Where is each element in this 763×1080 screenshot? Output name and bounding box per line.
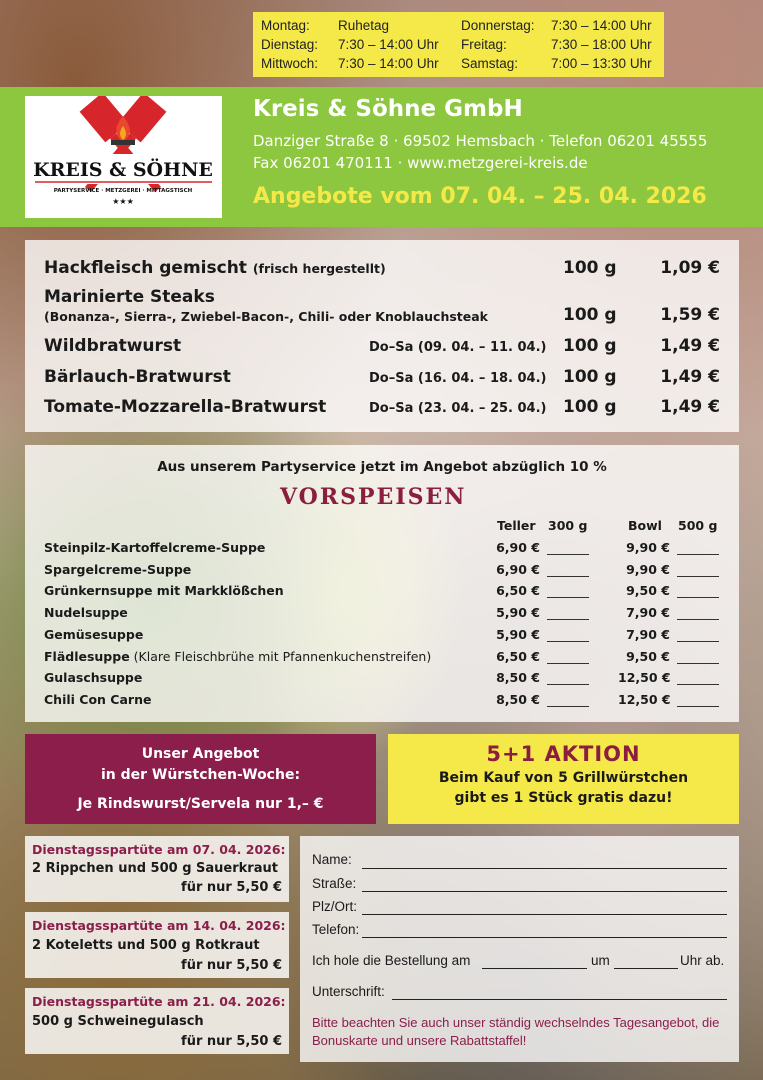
offer-name: Wildbratwurst <box>44 336 182 356</box>
party-heading: VORSPEISEN <box>280 484 467 510</box>
quantity-field-bowl[interactable] <box>677 641 719 642</box>
offer-note: (Bonanza-, Sierra-, Zwiebel-Bacon-, Chili- oder Knoblauchsteak <box>44 309 488 324</box>
street-field[interactable] <box>362 891 727 892</box>
hours-day: Dienstag: <box>261 37 319 52</box>
hours-time: 7:30 – 14:00 Uhr <box>338 37 439 52</box>
bag-text: 500 g Schweinegulasch <box>32 1014 204 1029</box>
soup-name: Grünkernsuppe mit Markklößchen <box>44 583 284 598</box>
offer-unit: 100 g <box>563 336 617 356</box>
soup-price-teller: 8,50 € <box>496 692 540 707</box>
quantity-field-teller[interactable] <box>547 641 589 642</box>
offer-name: Tomate-Mozzarella-Bratwurst <box>44 397 327 417</box>
offer-name: Hackfleisch gemischt (frisch hergestellt) <box>44 258 386 278</box>
notice-text: Bitte beachten Sie auch unser ständig wechselndes Tagesangebot, die Bonuskarte und unsere Rabattstaffel! <box>312 1015 720 1048</box>
soup-price-bowl: 12,50 € <box>618 670 671 685</box>
company-address: Danziger Straße 8 · 69502 Hemsbach · Telefon 06201 45555 <box>253 132 708 150</box>
quantity-field-teller[interactable] <box>547 554 589 555</box>
logo-subline: PARTYSERVICE · METZGEREI · MITTAGSTISCH <box>53 188 193 194</box>
logo-name: KREIS & SÖHNE <box>33 159 213 181</box>
soup-name: Steinpilz-Kartoffelcreme-Suppe <box>44 540 266 555</box>
soup-price-teller: 6,50 € <box>496 583 540 598</box>
sausage-week-box <box>25 734 376 824</box>
hours-time: 7:00 – 13:30 Uhr <box>551 56 652 71</box>
company-logo <box>25 96 222 218</box>
soup-price-bowl: 9,50 € <box>626 583 670 598</box>
offer-period: Angebote vom 07. 04. – 25. 04. 2026 <box>253 184 707 209</box>
name-field[interactable] <box>362 868 727 869</box>
signature-field[interactable] <box>392 999 727 1000</box>
offer-unit: 100 g <box>563 258 617 278</box>
party-intro: Aus unserem Partyservice jetzt im Angebot abzüglich 10 % <box>157 459 607 475</box>
hours-day: Samstag: <box>461 56 519 71</box>
promo-title: 5+1 AKTION <box>486 742 641 766</box>
soup-name: Flädlesuppe (Klare Fleischbrühe mit Pfannenkuchenstreifen) <box>44 649 432 664</box>
col-head-teller: Teller <box>497 518 536 533</box>
soup-price-bowl: 9,50 € <box>626 649 670 664</box>
street-label: Straße: <box>312 876 357 891</box>
quantity-field-teller[interactable] <box>547 684 589 685</box>
sausage-week-line: in der Würstchen-Woche: <box>100 767 301 783</box>
city-field[interactable] <box>362 914 727 915</box>
logo-stars: ★★★ <box>112 197 134 206</box>
hours-time: 7:30 – 14:00 Uhr <box>338 56 439 71</box>
bag-price: für nur 5,50 € <box>181 1034 282 1049</box>
col-head-bowl: Bowl <box>628 518 662 533</box>
hours-day: Freitag: <box>461 37 507 52</box>
soup-name: Nudelsuppe <box>44 605 128 620</box>
promo-line: Beim Kauf von 5 Grillwürstchen <box>438 770 689 786</box>
soup-price-teller: 5,90 € <box>496 605 540 620</box>
quantity-field-teller[interactable] <box>547 706 589 707</box>
company-name: Kreis & Söhne GmbH <box>253 96 523 122</box>
soup-price-bowl: 12,50 € <box>618 692 671 707</box>
pickup-label: Ich hole die Bestellung am <box>312 953 471 968</box>
offer-unit: 100 g <box>563 367 617 387</box>
sausage-week-line: Unser Angebot <box>141 746 260 762</box>
soup-price-teller: 5,90 € <box>496 627 540 642</box>
soup-name: Chili Con Carne <box>44 692 152 707</box>
offer-price: 1,49 € <box>660 336 720 356</box>
quantity-field-teller[interactable] <box>547 597 589 598</box>
signature-label: Unterschrift: <box>312 984 385 999</box>
quantity-field-bowl[interactable] <box>677 619 719 620</box>
city-label: Plz/Ort: <box>312 899 358 914</box>
offer-name: Marinierte Steaks <box>44 287 215 307</box>
phone-label: Telefon: <box>312 922 360 937</box>
pickup-date-field[interactable] <box>482 968 587 969</box>
offer-price: 1,59 € <box>660 305 720 325</box>
name-label: Name: <box>312 852 352 867</box>
hours-day: Mittwoch: <box>261 56 319 71</box>
bag-price: für nur 5,50 € <box>181 880 282 895</box>
hours-time: Ruhetag <box>338 18 390 33</box>
quantity-field-bowl[interactable] <box>677 706 719 707</box>
promo-line: gibt es 1 Stück gratis dazu! <box>454 790 673 806</box>
cleaver-icon <box>25 96 222 218</box>
soup-name: Spargelcreme-Suppe <box>44 562 192 577</box>
offer-date: Do–Sa (23. 04. – 25. 04.) <box>369 401 547 416</box>
offer-date: Do–Sa (16. 04. – 18. 04.) <box>369 371 547 386</box>
offer-price: 1,49 € <box>660 397 720 417</box>
soup-price-teller: 6,90 € <box>496 540 540 555</box>
pickup-time-field[interactable] <box>614 968 678 969</box>
offer-unit: 100 g <box>563 397 617 417</box>
soup-price-bowl: 9,90 € <box>626 562 670 577</box>
bag-title: Dienstagsspartüte am 14. 04. 2026: <box>32 918 286 933</box>
quantity-field-bowl[interactable] <box>677 554 719 555</box>
soup-price-bowl: 7,90 € <box>626 627 670 642</box>
phone-field[interactable] <box>362 937 727 938</box>
soup-price-teller: 8,50 € <box>496 670 540 685</box>
sausage-week-offer: Je Rindswurst/Servela nur 1,– € <box>77 796 324 812</box>
bag-text: 2 Koteletts und 500 g Rotkraut <box>32 938 260 953</box>
soup-price-bowl: 7,90 € <box>626 605 670 620</box>
col-head-500g: 500 g <box>678 518 718 533</box>
pickup-at-label: um <box>591 953 610 968</box>
hours-time: 7:30 – 14:00 Uhr <box>551 18 652 33</box>
quantity-field-bowl[interactable] <box>677 597 719 598</box>
offer-date: Do–Sa (09. 04. – 11. 04.) <box>369 340 547 355</box>
offer-name: Bärlauch-Bratwurst <box>44 367 231 387</box>
bag-price: für nur 5,50 € <box>181 958 282 973</box>
quantity-field-bowl[interactable] <box>677 684 719 685</box>
offer-unit: 100 g <box>563 305 617 325</box>
soup-price-teller: 6,50 € <box>496 649 540 664</box>
promo-box <box>388 734 739 824</box>
pickup-suffix-label: Uhr ab. <box>680 953 725 968</box>
quantity-field-teller[interactable] <box>547 619 589 620</box>
offer-price: 1,09 € <box>660 258 720 278</box>
quantity-field-teller[interactable] <box>547 576 589 577</box>
quantity-field-teller[interactable] <box>547 663 589 664</box>
hours-day: Montag: <box>261 18 310 33</box>
bag-title: Dienstagsspartüte am 07. 04. 2026: <box>32 842 286 857</box>
soup-name: Gemüsesuppe <box>44 627 144 642</box>
soup-price-bowl: 9,90 € <box>626 540 670 555</box>
bag-text: 2 Rippchen und 500 g Sauerkraut <box>32 861 278 876</box>
quantity-field-bowl[interactable] <box>677 576 719 577</box>
quantity-field-bowl[interactable] <box>677 663 719 664</box>
company-contact: Fax 06201 470111 · www.metzgerei-kreis.de <box>253 154 588 172</box>
offer-price: 1,49 € <box>660 367 720 387</box>
bag-title: Dienstagsspartüte am 21. 04. 2026: <box>32 994 286 1009</box>
soup-price-teller: 6,90 € <box>496 562 540 577</box>
opening-hours-box <box>253 12 664 77</box>
col-head-300g: 300 g <box>548 518 588 533</box>
hours-time: 7:30 – 18:00 Uhr <box>551 37 652 52</box>
hours-day: Donnerstag: <box>461 18 535 33</box>
soup-name: Gulaschsuppe <box>44 670 143 685</box>
